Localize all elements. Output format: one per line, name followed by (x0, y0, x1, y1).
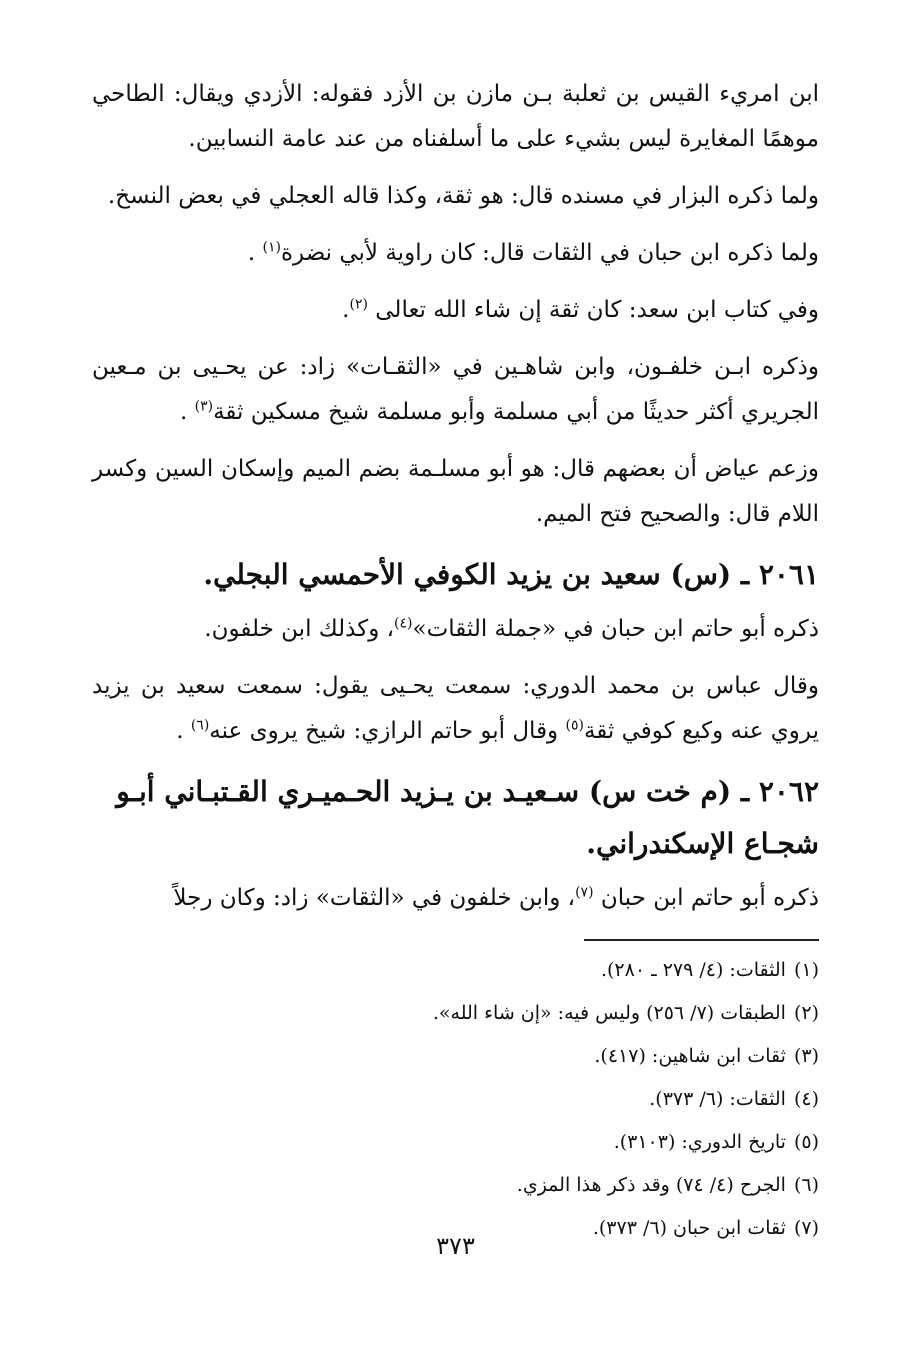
paragraph-text: وذكره ابـن خلفـون، وابن شاهـين في «الثقـات» زاد: عن يحـيى بن مـعين الجريري أكثر حديثًا من أبي مسلمة وأبو مسلمة شيخ مسكين ثقة (92, 354, 819, 425)
paragraph-iyad (92, 447, 819, 537)
footnote-ref-4[interactable]: (٤) (394, 615, 413, 632)
footnote-text: الجرح (٤/ ٧٤) وقد ذكر هذا المزي. (516, 1174, 786, 1196)
entry-heading-2061: ٢٠٦١ ـ (س) سعيد بن يزيد الكوفي الأحمسي البجلي. (203, 558, 819, 591)
paragraph-ibn-saad (92, 288, 819, 333)
paragraph-tail: ، وابن خلفون في «الثقات» زاد: وكان رجلاً (173, 885, 576, 911)
paragraph-ibn-khalfun (92, 345, 819, 435)
paragraph-text: وفي كتاب ابن سعد: كان ثقة إن شاء الله تعالى (367, 297, 819, 323)
footnote-number: (٦) (793, 1174, 819, 1196)
paragraph-ibn-imri-al-qays (92, 72, 819, 162)
paragraph-text: ذكره أبو حاتم ابن حبان في «جملة الثقات» (412, 616, 819, 642)
paragraph-tail: . (176, 718, 191, 744)
footnote-ref-6[interactable]: (٦) (190, 717, 210, 734)
paragraph-text: ولما ذكره البزار في مسنده قال: هو ثقة، وكذا قاله العجلي في بعض النسخ. (107, 183, 819, 209)
footnote-number: (٤) (793, 1088, 819, 1110)
paragraph-text: ذكره أبو حاتم ابن حبان (593, 885, 819, 911)
footnote-ref-5[interactable]: (٥) (565, 717, 584, 734)
footnote-item (92, 998, 819, 1028)
paragraph-text: وقال عباس بن محمد الدوري: سمعت يحـيى يقول: سمعت سعيد بن يزيد يروي عنه وكيع كوفي ثقة (92, 673, 819, 744)
footnote-ref-3[interactable]: (٣) (194, 398, 214, 415)
footnote-ref-7[interactable]: (٧) (575, 884, 594, 901)
paragraph-2062-abu-hatim (92, 876, 819, 921)
paragraph-text: وزعم عياض أن بعضهم قال: هو أبو مسلـمة بضم الميم وإسكان السين وكسر اللام قال: والصحيح فتح الميم. (92, 456, 819, 527)
paragraph-2061-abu-hatim (92, 607, 819, 652)
footnote-item (92, 1084, 819, 1114)
paragraph-tail: . (247, 240, 263, 266)
paragraph-mid: وقال أبو حاتم الرازي: شيخ يروى عنه (209, 718, 566, 744)
paragraph-tail: . (342, 297, 350, 323)
page-number: ٣٧٣ (436, 1232, 475, 1260)
footnote-text: الطبقات (٧/ ٢٥٦) وليس فيه: «إن شاء الله». (432, 1002, 786, 1024)
footnote-item (92, 955, 819, 985)
footnote-number: (٣) (793, 1045, 819, 1067)
paragraph-2061-abbas-al-duri (92, 664, 819, 754)
footnote-text: الثقات: (٦/ ٣٧٣). (649, 1088, 786, 1110)
footnote-text: الثقات: (٤/ ٢٧٩ ـ ٢٨٠). (600, 959, 786, 981)
paragraph-ibn-hibban (92, 231, 819, 276)
footnote-item (92, 1127, 819, 1157)
footnote-number: (٧) (793, 1217, 819, 1239)
paragraph-al-bazzar (92, 174, 819, 219)
footnote-item (92, 1041, 819, 1071)
paragraph-tail: . (180, 399, 195, 425)
footnote-ref-1[interactable]: (١) (262, 239, 281, 256)
footnote-number: (٥) (793, 1131, 819, 1153)
footnote-text: ثقات ابن شاهين: (٤١٧). (594, 1045, 786, 1067)
entry-heading-2062: ٢٠٦٢ ـ (م خت س) سـعيـد بن يـزيد الحـميـري القـتبـاني أبـو شجـاع الإسكندراني. (116, 775, 819, 860)
footnotes-list (92, 955, 819, 1243)
footnote-divider (584, 939, 819, 941)
paragraph-text: ابن امريء القيس بن ثعلبة بـن مازن بن الأزد فقوله: الأزدي ويقال: الطاحي موهمًا المغايرة ليس بشيء على ما أسلفناه من عند عامة النسابين. (92, 81, 819, 152)
paragraph-tail: ، وكذلك ابن خلفون. (204, 616, 395, 642)
footnote-text: ثقات ابن حبان (٦/ ٣٧٣). (592, 1217, 786, 1239)
footnote-number: (٢) (793, 1002, 819, 1024)
footnote-ref-2[interactable]: (٢) (349, 296, 368, 313)
footnote-number: (١) (793, 959, 819, 981)
footnote-item (92, 1170, 819, 1200)
footnote-text: تاريخ الدوري: (٣١٠٣). (613, 1131, 786, 1153)
paragraph-text: ولما ذكره ابن حبان في الثقات قال: كان راوية لأبي نضرة (280, 240, 819, 266)
